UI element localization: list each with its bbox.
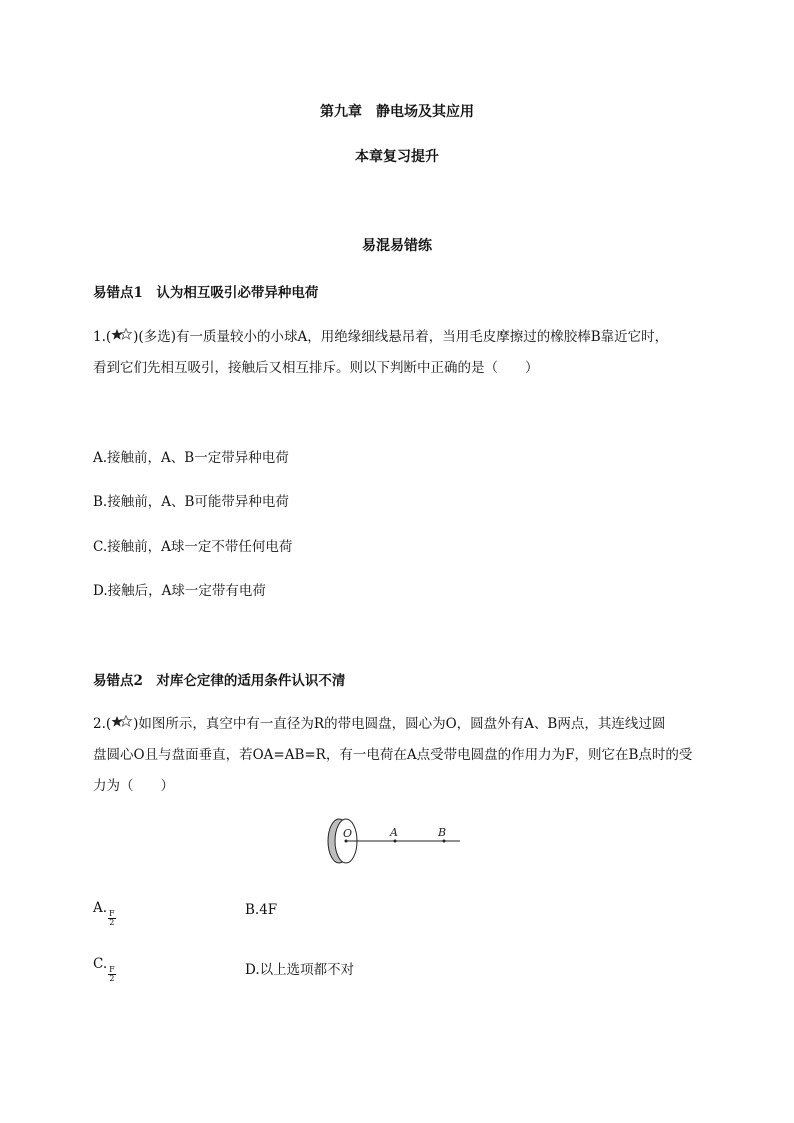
disk-figure bbox=[320, 812, 470, 868]
label-o: O bbox=[343, 827, 353, 840]
option-2-d: D.以上选项都不对 bbox=[245, 962, 355, 978]
question-2-text: )如图所示，真空中有一直径为R的带电圆盘，圆心为O，圆盘外有A、B两点，其连线过圆 bbox=[133, 716, 666, 732]
label-b: B bbox=[438, 826, 447, 839]
question-1-line-1 bbox=[93, 325, 668, 345]
option-1-c: C.接触前，A球一定不带任何电荷 bbox=[93, 539, 293, 555]
point-b bbox=[443, 840, 446, 843]
question-1-line-2: 看到它们先相互吸引，接触后又相互排斥。则以下判断中正确的是（ ） bbox=[93, 360, 539, 376]
question-1-text: )(多选)有一质量较小的小球A，用绝缘细线悬吊着，当用毛皮摩擦过的橡胶棒B靠近它时， bbox=[133, 329, 669, 345]
option-2-a-prefix: A. bbox=[93, 900, 108, 916]
option-2-c bbox=[93, 956, 116, 983]
option-2-c-fraction bbox=[108, 966, 116, 983]
point-a bbox=[394, 840, 397, 843]
label-a: A bbox=[390, 826, 398, 839]
pitfall-2-heading: 易错点2 对库仑定律的适用条件认识不清 bbox=[93, 673, 346, 689]
option-2-b: B.4F bbox=[245, 902, 278, 918]
question-2-line-3: 力为（ ） bbox=[93, 778, 174, 794]
question-2-line-1 bbox=[93, 712, 665, 732]
chapter-title: 第九章 静电场及其应用 bbox=[320, 104, 474, 120]
option-1-d: D.接触后，A球一定带有电荷 bbox=[93, 583, 266, 599]
option-2-a-fraction bbox=[108, 910, 116, 927]
fraction-numerator: F bbox=[109, 965, 115, 974]
page-subtitle: 本章复习提升 bbox=[355, 149, 439, 165]
section-title: 易混易错练 bbox=[362, 238, 432, 254]
option-2-c-prefix: C. bbox=[93, 956, 108, 972]
question-2-number: 2.( bbox=[93, 716, 112, 732]
option-1-b: B.接触前，A、B可能带异种电荷 bbox=[93, 494, 289, 510]
difficulty-stars-icon bbox=[111, 715, 133, 729]
difficulty-stars-icon bbox=[111, 328, 133, 342]
fraction-numerator: F bbox=[109, 909, 115, 918]
pitfall-1-heading: 易错点1 认为相互吸引必带异种电荷 bbox=[93, 285, 319, 301]
question-2-line-2: 盘圆心O且与盘面垂直，若OA=AB=R，有一电荷在A点受带电圆盘的作用力为F，则它在B点时的受 bbox=[93, 747, 693, 763]
question-1-number: 1.( bbox=[93, 329, 112, 345]
option-1-a: A.接触前，A、B一定带异种电荷 bbox=[93, 450, 289, 466]
option-2-a bbox=[93, 900, 116, 927]
disk-diagram bbox=[320, 812, 470, 868]
fraction-denominator: 2 bbox=[109, 974, 115, 983]
fraction-denominator: 2 bbox=[109, 918, 115, 927]
